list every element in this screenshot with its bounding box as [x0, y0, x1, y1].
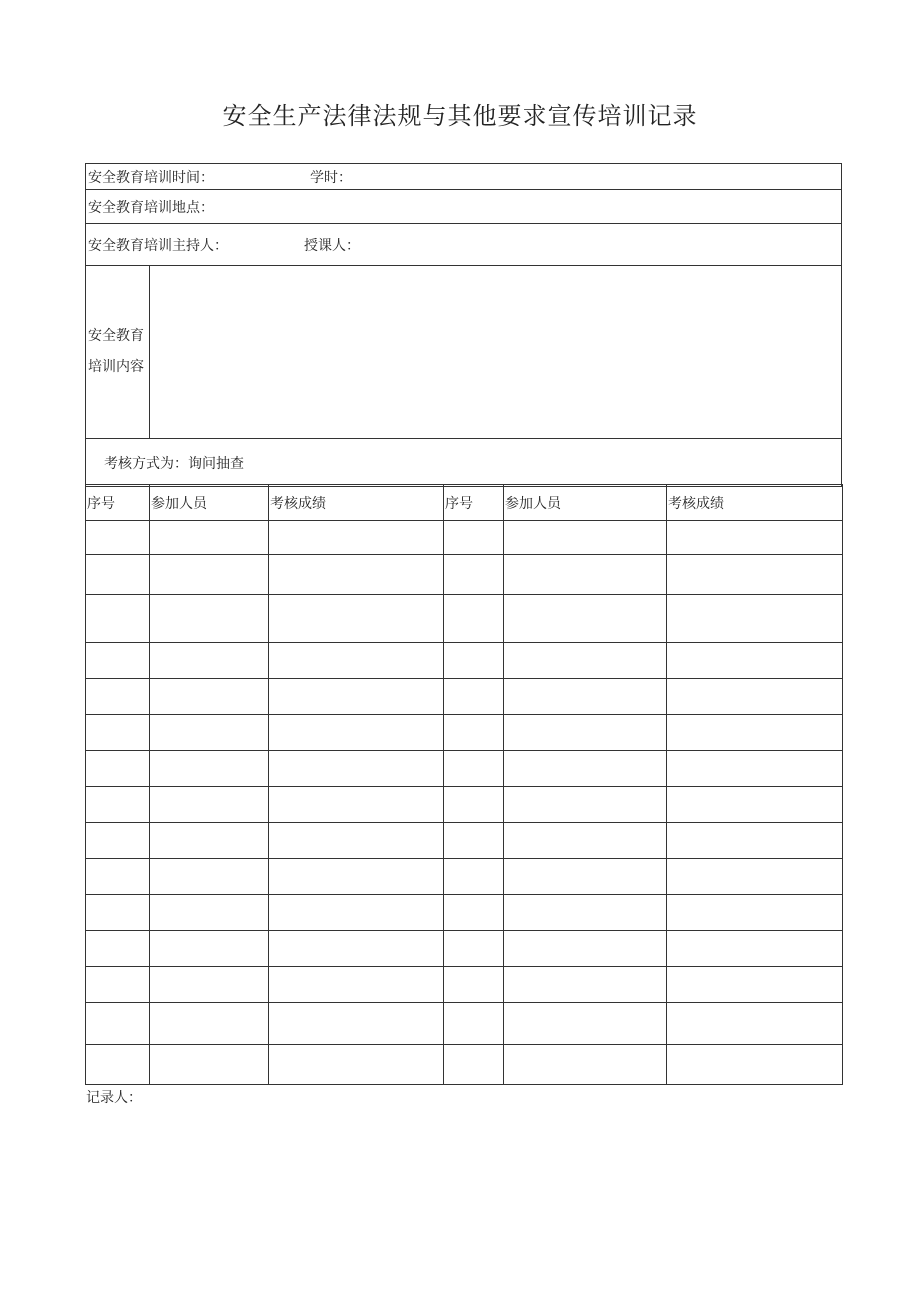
table-cell[interactable] [444, 555, 504, 595]
table-cell[interactable] [150, 595, 269, 643]
table-cell[interactable] [667, 555, 843, 595]
table-cell[interactable] [444, 643, 504, 679]
col-header-seq-left: 序号 [86, 485, 150, 521]
table-cell[interactable] [269, 1003, 444, 1045]
table-cell[interactable] [444, 751, 504, 787]
table-row [86, 859, 843, 895]
training-content-label-line1: 安全教育 [88, 328, 144, 344]
table-cell[interactable] [667, 823, 843, 859]
training-host-row [86, 224, 841, 266]
table-cell[interactable] [150, 859, 269, 895]
training-time-label: 安全教育培训时间： [88, 169, 214, 186]
lecturer-label: 授课人： [304, 237, 360, 254]
table-cell[interactable] [504, 967, 667, 1003]
attendance-table-body [86, 521, 843, 1085]
table-cell[interactable] [269, 595, 444, 643]
exam-method-row [86, 439, 841, 486]
table-cell[interactable] [444, 787, 504, 823]
table-cell[interactable] [269, 787, 444, 823]
attendance-table [85, 484, 843, 1085]
table-cell[interactable] [667, 751, 843, 787]
table-row [86, 967, 843, 1003]
table-cell[interactable] [504, 823, 667, 859]
table-cell[interactable] [150, 555, 269, 595]
training-hours-label: 学时： [310, 169, 352, 186]
table-cell[interactable] [86, 1045, 150, 1085]
training-time-row [86, 164, 841, 190]
table-cell[interactable] [150, 1045, 269, 1085]
table-cell[interactable] [269, 931, 444, 967]
table-cell[interactable] [269, 895, 444, 931]
table-cell[interactable] [504, 555, 667, 595]
table-row [86, 823, 843, 859]
table-cell[interactable] [667, 859, 843, 895]
table-cell[interactable] [444, 895, 504, 931]
table-cell[interactable] [269, 715, 444, 751]
table-cell[interactable] [86, 643, 150, 679]
table-cell[interactable] [444, 679, 504, 715]
table-row [86, 1003, 843, 1045]
table-row [86, 643, 843, 679]
table-cell[interactable] [150, 895, 269, 931]
table-cell[interactable] [150, 679, 269, 715]
table-cell[interactable] [667, 643, 843, 679]
table-cell[interactable] [269, 823, 444, 859]
table-cell[interactable] [86, 679, 150, 715]
table-cell[interactable] [86, 751, 150, 787]
table-cell[interactable] [504, 595, 667, 643]
table-cell[interactable] [444, 521, 504, 555]
table-cell[interactable] [444, 967, 504, 1003]
training-content-label [86, 266, 150, 438]
table-header-row [86, 485, 843, 521]
table-row [86, 679, 843, 715]
table-cell[interactable] [269, 859, 444, 895]
table-cell[interactable] [444, 823, 504, 859]
table-row [86, 715, 843, 751]
table-cell[interactable] [150, 521, 269, 555]
col-header-participant-left: 参加人员 [150, 485, 269, 521]
table-cell[interactable] [86, 823, 150, 859]
table-cell[interactable] [667, 715, 843, 751]
table-cell[interactable] [504, 679, 667, 715]
table-cell[interactable] [150, 1003, 269, 1045]
table-cell[interactable] [444, 931, 504, 967]
table-cell[interactable] [86, 715, 150, 751]
table-cell[interactable] [444, 715, 504, 751]
table-cell[interactable] [150, 823, 269, 859]
table-cell[interactable] [667, 1045, 843, 1085]
table-cell[interactable] [150, 715, 269, 751]
table-cell[interactable] [667, 521, 843, 555]
table-cell[interactable] [444, 1045, 504, 1085]
table-row [86, 555, 843, 595]
table-cell[interactable] [86, 931, 150, 967]
table-cell[interactable] [269, 967, 444, 1003]
table-cell[interactable] [667, 1003, 843, 1045]
table-cell[interactable] [150, 643, 269, 679]
col-header-participant-right: 参加人员 [504, 485, 667, 521]
training-content-row [86, 266, 841, 439]
col-header-score-right: 考核成绩 [667, 485, 843, 521]
table-cell[interactable] [667, 895, 843, 931]
table-row [86, 521, 843, 555]
table-cell[interactable] [86, 521, 150, 555]
table-cell[interactable] [504, 715, 667, 751]
training-info-block [85, 163, 842, 487]
table-cell[interactable] [150, 751, 269, 787]
table-cell[interactable] [667, 595, 843, 643]
table-cell[interactable] [86, 787, 150, 823]
table-cell[interactable] [269, 521, 444, 555]
table-row [86, 751, 843, 787]
training-content-field[interactable] [150, 266, 841, 438]
table-cell[interactable] [444, 595, 504, 643]
table-cell[interactable] [504, 521, 667, 555]
col-header-score-left: 考核成绩 [269, 485, 444, 521]
table-cell[interactable] [667, 967, 843, 1003]
table-cell[interactable] [504, 1045, 667, 1085]
table-row [86, 1045, 843, 1085]
table-cell[interactable] [504, 1003, 667, 1045]
table-cell[interactable] [269, 555, 444, 595]
training-location-row [86, 190, 841, 224]
table-cell[interactable] [667, 931, 843, 967]
table-cell[interactable] [504, 859, 667, 895]
training-location-label: 安全教育培训地点： [88, 199, 214, 216]
table-cell[interactable] [504, 895, 667, 931]
table-cell[interactable] [504, 751, 667, 787]
table-cell[interactable] [86, 1003, 150, 1045]
table-cell[interactable] [150, 967, 269, 1003]
training-content-label-line2: 培训内容 [88, 359, 144, 375]
table-row [86, 895, 843, 931]
table-cell[interactable] [504, 931, 667, 967]
table-row [86, 787, 843, 823]
table-cell[interactable] [269, 751, 444, 787]
table-cell[interactable] [86, 555, 150, 595]
table-cell[interactable] [150, 787, 269, 823]
table-cell[interactable] [86, 859, 150, 895]
recorder-label: 记录人： [86, 1090, 142, 1106]
table-cell[interactable] [504, 787, 667, 823]
table-cell[interactable] [444, 1003, 504, 1045]
table-row [86, 931, 843, 967]
table-row [86, 595, 843, 643]
training-host-label: 安全教育培训主持人： [88, 237, 228, 254]
table-cell[interactable] [86, 967, 150, 1003]
table-cell[interactable] [667, 787, 843, 823]
table-cell[interactable] [150, 931, 269, 967]
table-cell[interactable] [86, 895, 150, 931]
table-cell[interactable] [504, 643, 667, 679]
col-header-seq-right: 序号 [444, 485, 504, 521]
table-cell[interactable] [86, 595, 150, 643]
table-cell[interactable] [269, 643, 444, 679]
table-cell[interactable] [667, 679, 843, 715]
table-cell[interactable] [269, 1045, 444, 1085]
page-title: 安全生产法律法规与其他要求宣传培训记录 [222, 102, 698, 130]
table-cell[interactable] [269, 679, 444, 715]
exam-method-text: 考核方式为：询问抽查 [104, 455, 244, 472]
table-cell[interactable] [444, 859, 504, 895]
